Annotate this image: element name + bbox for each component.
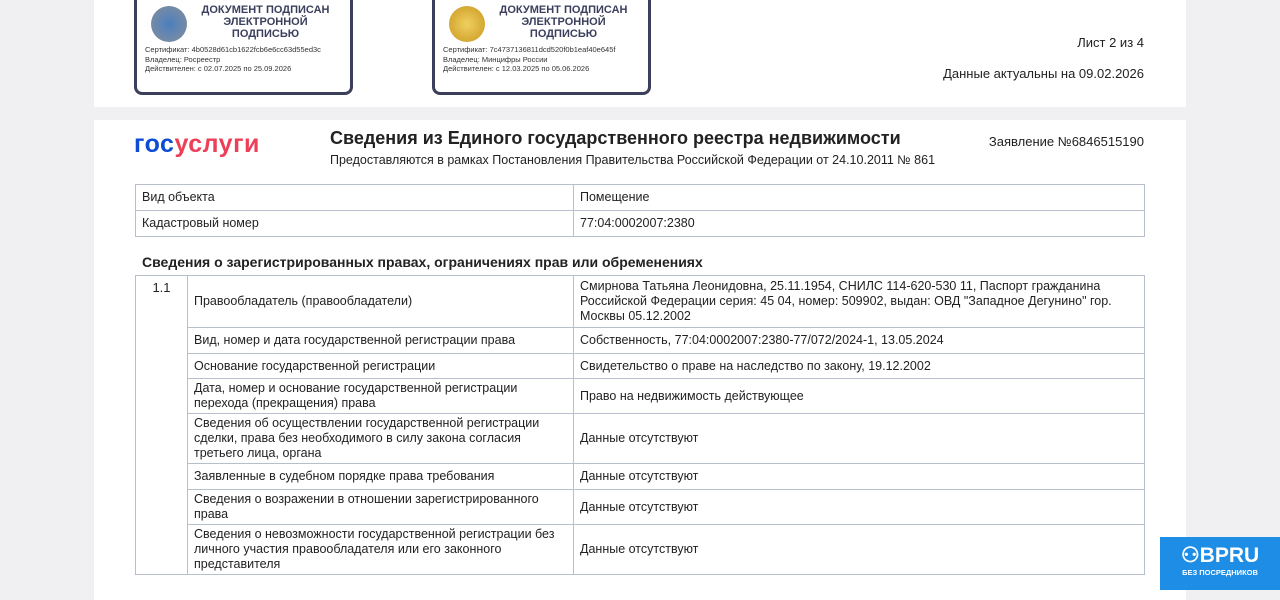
- stamp-owner: Владелец: Росреестр: [145, 54, 221, 64]
- section-title: Сведения о зарегистрированных правах, ограничениях прав или обременениях: [142, 254, 703, 270]
- rights-table: [135, 275, 1145, 575]
- object-table: [135, 184, 1145, 237]
- table-row: Сведения о невозможности государственной регистрации без личного участия правообладателя или его законного представителя Данные отсутствуют: [136, 525, 1145, 575]
- bpru-badge[interactable]: ⚇BPRU БЕЗ ПОСРЕДНИКОВ: [1160, 537, 1280, 590]
- stamp-valid: Действителен: с 02.07.2025 по 25.09.2026: [145, 64, 292, 73]
- document-title: Сведения из Единого государственного реестра недвижимости: [330, 128, 901, 148]
- document-page: [94, 120, 1186, 600]
- table-row: Сведения об осуществлении государственной регистрации сделки, права без необходимого в силу закона согласия третьего лица, органа Данные отсутствуют: [136, 414, 1145, 464]
- stamp-valid: Действителен: с 12.03.2025 по 05.06.2026: [443, 64, 590, 73]
- data-actual-date: Данные актуальны на 09.02.2026: [943, 66, 1144, 81]
- gosuslugi-logo: госуслуги: [134, 130, 260, 158]
- application-number: Заявление №6846515190: [988, 134, 1144, 149]
- rights-number: 1.1: [136, 276, 188, 575]
- table-row: Кадастровый номер 77:04:0002007:2380: [136, 211, 1145, 237]
- signature-stamp-mincifry: [432, 0, 651, 95]
- stamp-title: ДОКУМЕНТ ПОДПИСАН ЭЛЕКТРОННОЙ ПОДПИСЬЮ: [201, 4, 330, 40]
- table-row: Сведения о возражении в отношении зарегистрированного права Данные отсутствуют: [136, 490, 1145, 525]
- stamp-title: ДОКУМЕНТ ПОДПИСАН ЭЛЕКТРОННОЙ ПОДПИСЬЮ: [499, 4, 628, 40]
- stamp-owner: Владелец: Минцифры России: [443, 54, 548, 64]
- table-row: 1.1 Правообладатель (правообладатели) Смирнова Татьяна Леонидовна, 25.11.1954, СНИЛС 114-620-530 11, Паспорт гражданина Российской Федерации серия: 45 04, номер: 509902, выдан: ОВД "Западное Дегунино" гор. Москвы 05.12.2002: [136, 276, 1145, 328]
- stamp-cert: Сертификат: 4b0528d61cb1622fcb6e6cc63d55ed3c: [145, 45, 321, 54]
- table-row: Основание государственной регистрации Свидетельство о праве на наследство по закону, 19.12.2002: [136, 354, 1145, 379]
- table-row: Дата, номер и основание государственной регистрации перехода (прекращения) права Право на недвижимость действующее: [136, 379, 1145, 414]
- table-row: Вид, номер и дата государственной регистрации права Собственность, 77:04:0002007:2380-77/072/2024-1, 13.05.2024: [136, 328, 1145, 354]
- table-row: Заявленные в судебном порядке права требования Данные отсутствуют: [136, 464, 1145, 490]
- people-key-icon: ⚇: [1180, 544, 1200, 567]
- signature-stamp-rosreestr: [134, 0, 353, 95]
- stamp-cert: Сертификат: 7c4737136811dcd520f0b1eaf40e645f: [443, 45, 616, 54]
- page-header-sheet: [94, 0, 1186, 107]
- sheet-number: Лист 2 из 4: [1077, 35, 1144, 50]
- badge-tagline: БЕЗ ПОСРЕДНИКОВ: [1182, 568, 1258, 577]
- document-subtitle: Предоставляются в рамках Постановления Правительства Российской Федерации от 24.10.2011 № 861: [330, 153, 936, 167]
- table-row: Вид объекта Помещение: [136, 185, 1145, 211]
- coat-of-arms-icon: [449, 6, 485, 42]
- rosreestr-emblem-icon: [151, 6, 187, 42]
